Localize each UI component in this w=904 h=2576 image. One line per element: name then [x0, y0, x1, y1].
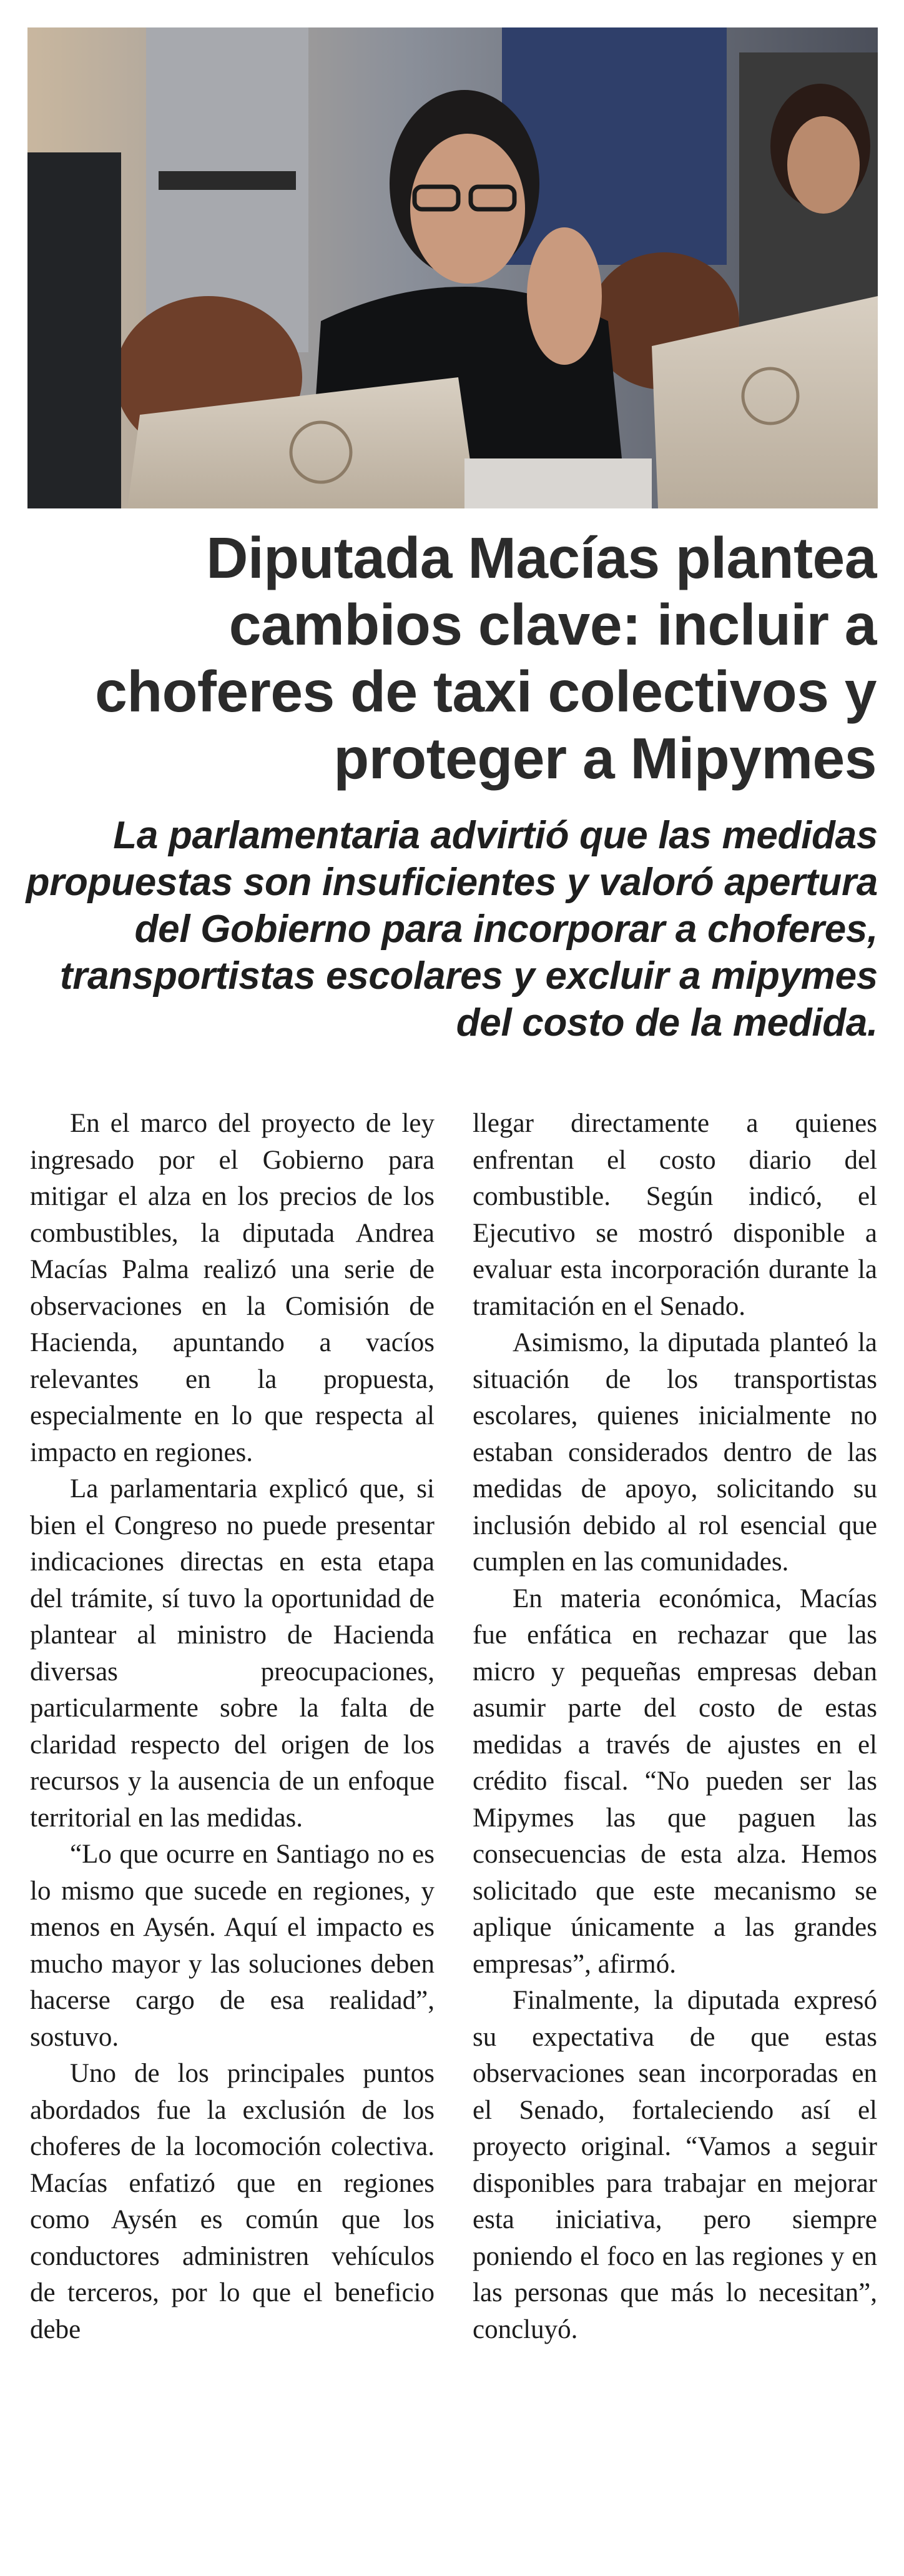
body-paragraph: La parlamentaria explicó que, si bien el Congreso no puede presentar indicaciones directas en esta etapa del trámite, sí tuvo la oportunidad de plantear al ministro de Hacienda diversas preocupaciones, particularmente sobre la falta de claridad respecto del origen de los recursos y la ausencia de un enfoque territorial en las medidas. — [30, 1474, 435, 1833]
body-paragraph: En materia económica, Macías fue enfática en rechazar que las micro y pequeñas empresas deban asumir parte del costo de estas medidas a través de ajustes en el crédito fiscal. “No pueden ser las Mipymes las que paguen las consecuencias de esta alza. Hemos solicitado que este mecanismo se aplique únicamente a las grandes empresas”, afirmó. — [473, 1583, 877, 1979]
body-column-right — [473, 1106, 877, 2348]
article-photo — [27, 27, 878, 508]
body-paragraph: Uno de los principales puntos abordados fue la exclusión de los choferes de la locomoción colectiva. Macías enfatizó que en regiones como Aysén es común que los conductores administren vehículos de terceros, por lo que el beneficio debe — [30, 2059, 435, 2344]
article-photo-illustration — [27, 27, 878, 508]
body-paragraph: En el marco del proyecto de ley ingresado por el Gobierno para mitigar el alza en los precios de los combustibles, la diputada Andrea Macías Palma realizó una serie de observaciones en la Comisión de Hacienda, apuntando a vacíos relevantes en la propuesta, especialmente en lo que respecta al impacto en regiones. — [30, 1109, 435, 1467]
body-paragraph: Finalmente, la diputada expresó su expectativa de que estas observaciones sean incorporadas en el Senado, fortaleciendo así el proyecto original. “Vamos a seguir disponibles para trabajar en mejorar esta iniciativa, pero siempre poniendo el foco en las regiones y en las personas que más lo necesitan”, concluyó. — [473, 1986, 877, 2344]
body-paragraph: Asimismo, la diputada planteó la situación de los transportistas escolares, quienes inicialmente no estaban considerados dentro de las medidas de apoyo, solicitando su inclusión debido al rol esencial que cumplen en las comunidades. — [473, 1328, 877, 1577]
headline: Diputada Macías plantea cambios clave: incluir a choferes de taxi colectivos y proteger a Mipymes — [95, 525, 877, 791]
body-column-left — [30, 1106, 435, 2348]
subheadline: La parlamentaria advirtió que las medidas propuestas son insuficientes y valoró apertura del Gobierno para incorporar a choferes, transportistas escolares y excluir a mipymes del costo de la medida. — [26, 814, 878, 1044]
body-paragraph: “Lo que ocurre en Santiago no es lo mismo que sucede en regiones, y menos en Aysén. Aquí el impacto es mucho mayor y las soluciones deben hacerse cargo de esa realidad”, sostuvo. — [30, 1840, 435, 2052]
body-paragraph-continued: llegar directamente a quienes enfrentan el costo diario del combustible. Según indicó, el Ejecutivo se mostró disponible a evaluar esta incorporación durante la tramitación en el Senado. — [473, 1109, 877, 1321]
